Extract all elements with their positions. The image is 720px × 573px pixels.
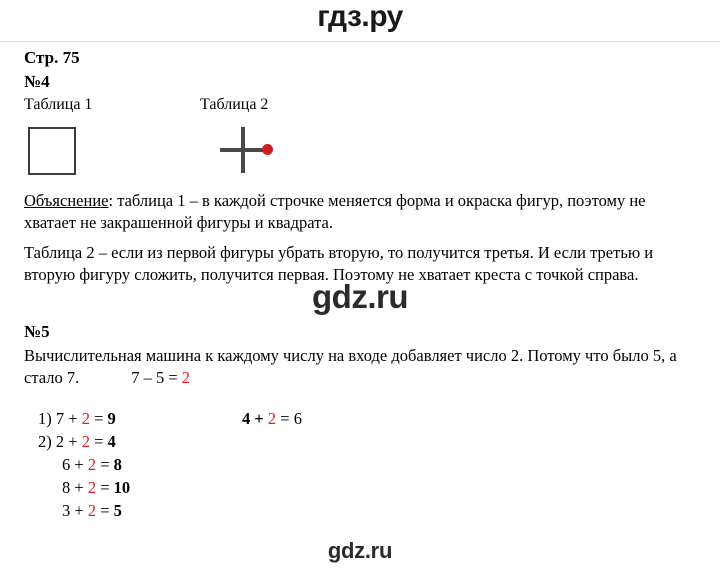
cross-with-dot-icon	[218, 124, 280, 180]
task-5-answers	[24, 407, 696, 522]
task-5-sentence: Вычислительная машина к каждому числу на входе добавляет число 2. Потому что было 5, а стало 7.	[24, 346, 677, 387]
answer-operand-3: 6 +	[62, 455, 88, 474]
answer-left-5	[62, 499, 122, 522]
answer-row-3	[24, 453, 696, 476]
answer-operand-2: 2 +	[55, 432, 82, 451]
answer-row-1	[24, 407, 696, 430]
answer-eq-3: =	[96, 455, 114, 474]
right-addend-1: 2	[267, 409, 277, 428]
answer-eq-4: =	[96, 478, 114, 497]
check-equation	[131, 368, 190, 387]
answer-addend-2: 2	[81, 432, 90, 451]
answer-row-4	[24, 476, 696, 499]
table-1-label: Таблица 1	[24, 96, 93, 113]
answer-operand-1: 7 +	[55, 409, 82, 428]
answer-index-2: 2)	[38, 432, 52, 451]
answer-eq-2: =	[89, 432, 108, 451]
task-4-explanation	[24, 190, 696, 234]
answer-result-3: 8	[113, 455, 122, 474]
task-5-text	[24, 345, 696, 389]
task-4-explanation-line2: Таблица 2 – если из первой фигуры убрать вторую, то получится третья. И если третью и вторую фигуру сложить, получится первая. Поэтому не хватает креста с точкой справа.	[24, 243, 654, 284]
answer-operand-5: 3 +	[62, 501, 88, 520]
page-number-label: Стр. 75	[24, 48, 80, 67]
table-labels-row	[24, 96, 696, 118]
red-dot-icon	[262, 144, 273, 155]
answer-row-5	[24, 499, 696, 522]
answer-left-1	[38, 407, 116, 430]
explanation-text: : таблица 1 – в каждой строчке меняется форма и окраска фигур, поэтому не хватает не закрашенной фигуры и квадрата.	[24, 191, 646, 232]
header-divider	[0, 41, 720, 42]
task-4-number: №4	[24, 72, 50, 91]
explanation-label: Объяснение	[24, 191, 109, 210]
answer-result-5: 5	[113, 501, 122, 520]
answer-addend-4: 2	[87, 478, 97, 497]
watermark-top-logo: гдз.ру	[317, 0, 403, 33]
answer-index-1: 1)	[38, 409, 52, 428]
right-result-1: 6	[293, 409, 302, 428]
answer-left-2	[38, 430, 116, 453]
check-equation-prefix: 7 – 5 =	[131, 368, 182, 387]
cross-vertical-bar	[241, 127, 245, 173]
answer-left-3	[62, 453, 122, 476]
figures-row	[24, 124, 696, 182]
answer-addend-3: 2	[87, 455, 97, 474]
answer-eq-1: =	[89, 409, 108, 428]
empty-square-icon	[28, 127, 76, 175]
answer-left-4	[62, 476, 130, 499]
right-operand-1: 4 +	[242, 409, 268, 428]
answer-addend-1: 2	[81, 409, 90, 428]
answer-addend-5: 2	[87, 501, 97, 520]
task-5-number: №5	[24, 322, 50, 341]
answer-right-1	[242, 407, 302, 430]
answer-row-2	[24, 430, 696, 453]
answer-result-1: 9	[107, 409, 116, 428]
watermark-bottom-logo: gdz.ru	[327, 538, 393, 563]
answer-result-4: 10	[113, 478, 131, 497]
watermark-middle-logo: gdz.ru	[312, 278, 408, 315]
answer-result-2: 4	[107, 432, 116, 451]
answer-operand-4: 8 +	[62, 478, 88, 497]
check-equation-result: 2	[181, 368, 191, 387]
right-eq-1: =	[276, 409, 294, 428]
table-2-label: Таблица 2	[200, 96, 269, 113]
answer-eq-5: =	[96, 501, 114, 520]
